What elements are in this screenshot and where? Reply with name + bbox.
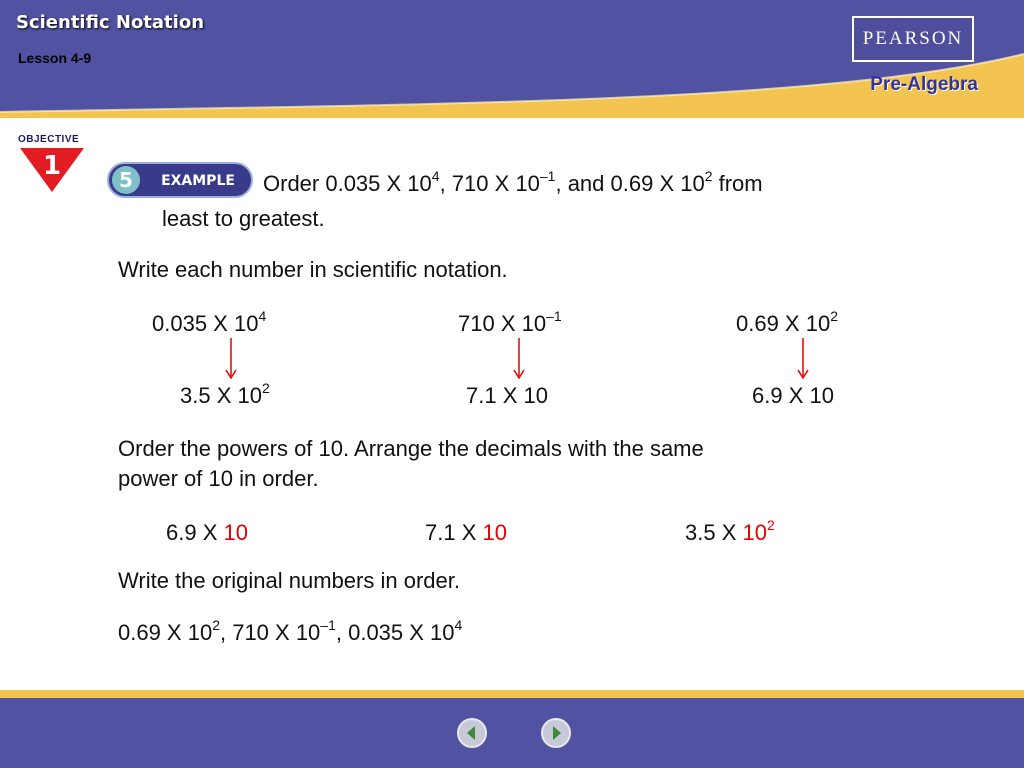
converted-3-base: 6.9 X 10 xyxy=(752,383,834,408)
down-arrow-icon xyxy=(223,338,239,380)
answer-part-b: , 710 X 10 xyxy=(219,620,321,645)
example-pill-icon xyxy=(106,161,254,199)
final-answer xyxy=(118,616,463,648)
original-1-exp: 4 xyxy=(258,307,267,324)
ordered-3-power: 10 xyxy=(742,520,767,545)
publisher-name: PEARSON xyxy=(862,28,964,49)
original-3 xyxy=(736,307,838,339)
example-number: 5 xyxy=(119,168,133,192)
original-2 xyxy=(458,307,562,339)
original-3-base: 0.69 X 10 xyxy=(736,311,831,336)
ordered-3 xyxy=(685,516,775,548)
lesson-number: Lesson 4-9 xyxy=(18,50,92,66)
answer-part-a: 0.69 X 10 xyxy=(118,620,213,645)
example-badge xyxy=(106,161,254,199)
problem-text-b: , 710 X 10 xyxy=(439,171,540,196)
original-3-exp: 2 xyxy=(830,307,838,324)
answer-part-c: , 0.035 X 10 xyxy=(335,620,455,645)
problem-exp-2: –1 xyxy=(539,167,556,184)
down-arrow-icon xyxy=(795,338,811,380)
converted-2 xyxy=(466,382,548,411)
problem-text-c: , and 0.69 X 10 xyxy=(555,171,705,196)
step2-instruction-line-2: power of 10 in order. xyxy=(118,466,319,491)
answer-exp-c: 4 xyxy=(454,616,463,633)
slide-header xyxy=(0,0,1024,118)
ordered-2 xyxy=(425,519,507,548)
step1-instruction: Write each number in scientific notation. xyxy=(118,257,508,282)
slide-footer xyxy=(0,698,1024,768)
footer-divider xyxy=(0,690,1024,698)
ordered-3-coef: 3.5 X xyxy=(685,520,743,545)
lesson-title: Scientific Notation xyxy=(16,12,205,33)
converted-1-exp: 2 xyxy=(261,379,270,396)
ordered-3-exp: 2 xyxy=(766,516,775,533)
objective-label: OBJECTIVE xyxy=(18,134,80,145)
objective-number: 1 xyxy=(42,151,62,181)
original-1-base: 0.035 X 10 xyxy=(152,311,259,336)
example-label: EXAMPLE xyxy=(161,173,235,189)
pearson-logo xyxy=(852,16,974,62)
problem-line-1 xyxy=(263,167,763,199)
converted-1 xyxy=(180,379,270,411)
ordered-2-power: 10 xyxy=(482,520,507,545)
arrow-right-icon[interactable] xyxy=(540,717,572,749)
converted-2-base: 7.1 X 10 xyxy=(466,383,548,408)
answer-exp-a: 2 xyxy=(212,616,220,633)
converted-1-base: 3.5 X 10 xyxy=(180,383,262,408)
step3-instruction: Write the original numbers in order. xyxy=(118,568,460,593)
original-2-exp: –1 xyxy=(546,307,562,324)
answer-exp-b: –1 xyxy=(320,616,336,633)
course-name: Pre-Algebra xyxy=(870,74,978,95)
problem-exp-3: 2 xyxy=(704,167,713,184)
step2-instruction-line-1: Order the powers of 10. Arrange the decimals with the same xyxy=(118,436,704,461)
problem-text-a: Order 0.035 X 10 xyxy=(263,171,432,196)
ordered-2-coef: 7.1 X xyxy=(425,520,483,545)
original-2-base: 710 X 10 xyxy=(458,311,547,336)
arrow-left-icon[interactable] xyxy=(456,717,488,749)
problem-exp-1: 4 xyxy=(431,167,440,184)
ordered-1-power: 10 xyxy=(223,520,248,545)
original-1 xyxy=(152,307,267,339)
ordered-1-coef: 6.9 X xyxy=(166,520,224,545)
converted-3 xyxy=(752,382,834,411)
ordered-1 xyxy=(166,519,248,548)
problem-text-d: from xyxy=(712,171,763,196)
objective-triangle-icon xyxy=(18,146,88,196)
objective-badge xyxy=(18,134,88,196)
down-arrow-icon xyxy=(511,338,527,380)
problem-line-2: least to greatest. xyxy=(162,206,325,231)
